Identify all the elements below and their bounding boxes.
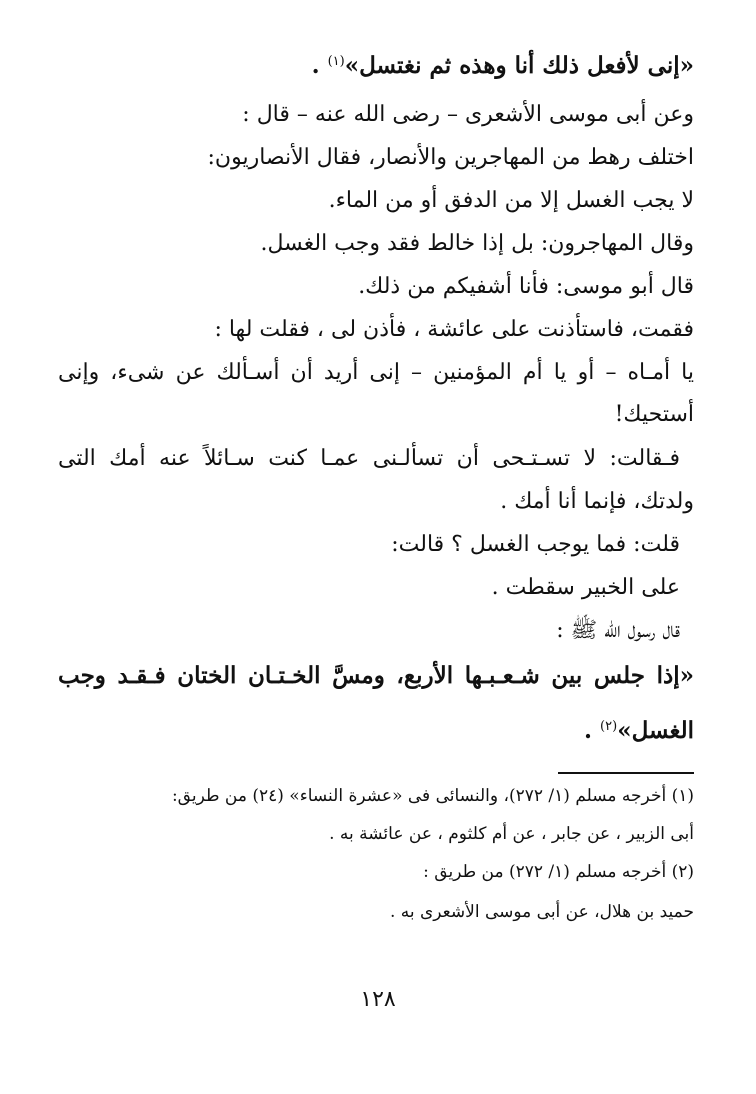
page-number: ١٢٨ bbox=[360, 987, 396, 1012]
text-line: وقال المهاجرون: بل إذا خالط فقد وجب الغسل. bbox=[260, 231, 694, 256]
footnote-line: (٢) أخرجه مسلم (١/ ٢٧٢) من طريق : bbox=[423, 862, 694, 882]
hadith-quote-line bbox=[584, 712, 694, 746]
hadith-quote-line: «إذا جلس بين شـعـبـها الأربع، ومسَّ الخـتـان الختان فـقـد وجب bbox=[58, 662, 694, 689]
text-line: فقمت، فاستأذنت على عائشة ، فأذن لى ، فقلت لها : bbox=[214, 317, 694, 342]
footnote-separator bbox=[558, 772, 694, 774]
text-line: وعن أبى موسى الأشعرى – رضى الله عنه – قال : bbox=[242, 102, 694, 127]
hadith-quote-text: الغسل» bbox=[617, 717, 694, 744]
text-line: قلت: فما يوجب الغسل ؟ قالت: bbox=[391, 532, 680, 557]
footnote-ref-2: (٢) bbox=[600, 719, 618, 734]
hadith-quote-text: «إنى لأفعل ذلك أنا وهذه ثم نغتسل» bbox=[344, 52, 694, 79]
text-line: قال رسول الله ﷺ : bbox=[556, 618, 680, 643]
hadith-quote-end: . bbox=[311, 52, 328, 79]
footnote-line: حميد بن هلال، عن أبى موسى الأشعرى به . bbox=[389, 902, 694, 922]
text-line: فـقالت: لا تسـتـحى أن تسألـنى عمـا كنت سـائلاً عنه أمك التى bbox=[58, 446, 680, 471]
text-line: اختلف رهط من المهاجرين والأنصار، فقال الأنصاريون: bbox=[207, 145, 694, 170]
text-line: يا أمـاه – أو يا أم المؤمنين – إنى أريد أن أسـألك عن شىء، وإنى bbox=[58, 360, 694, 385]
text-line: أستحيك! bbox=[614, 402, 694, 427]
footnote-ref-1: (١) bbox=[327, 54, 345, 69]
text-line: ولدتك، فإنما أنا أمك . bbox=[500, 489, 694, 514]
footnote-line: أبى الزبير ، عن جابر ، عن أم كلثوم ، عن عائشة به . bbox=[329, 824, 694, 844]
hadith-quote-line bbox=[312, 47, 694, 81]
text-line: لا يجب الغسل إلا من الدفق أو من الماء. bbox=[328, 188, 694, 213]
text-line: قال أبو موسى: فأنا أشفيكم من ذلك. bbox=[358, 274, 694, 299]
hadith-quote-end: . bbox=[584, 717, 601, 744]
text-line: على الخبير سقطت . bbox=[491, 575, 680, 600]
footnote-line: (١) أخرجه مسلم (١/ ٢٧٢)، والنسائى فى «عشرة النساء» (٢٤) من طريق: bbox=[171, 786, 694, 806]
